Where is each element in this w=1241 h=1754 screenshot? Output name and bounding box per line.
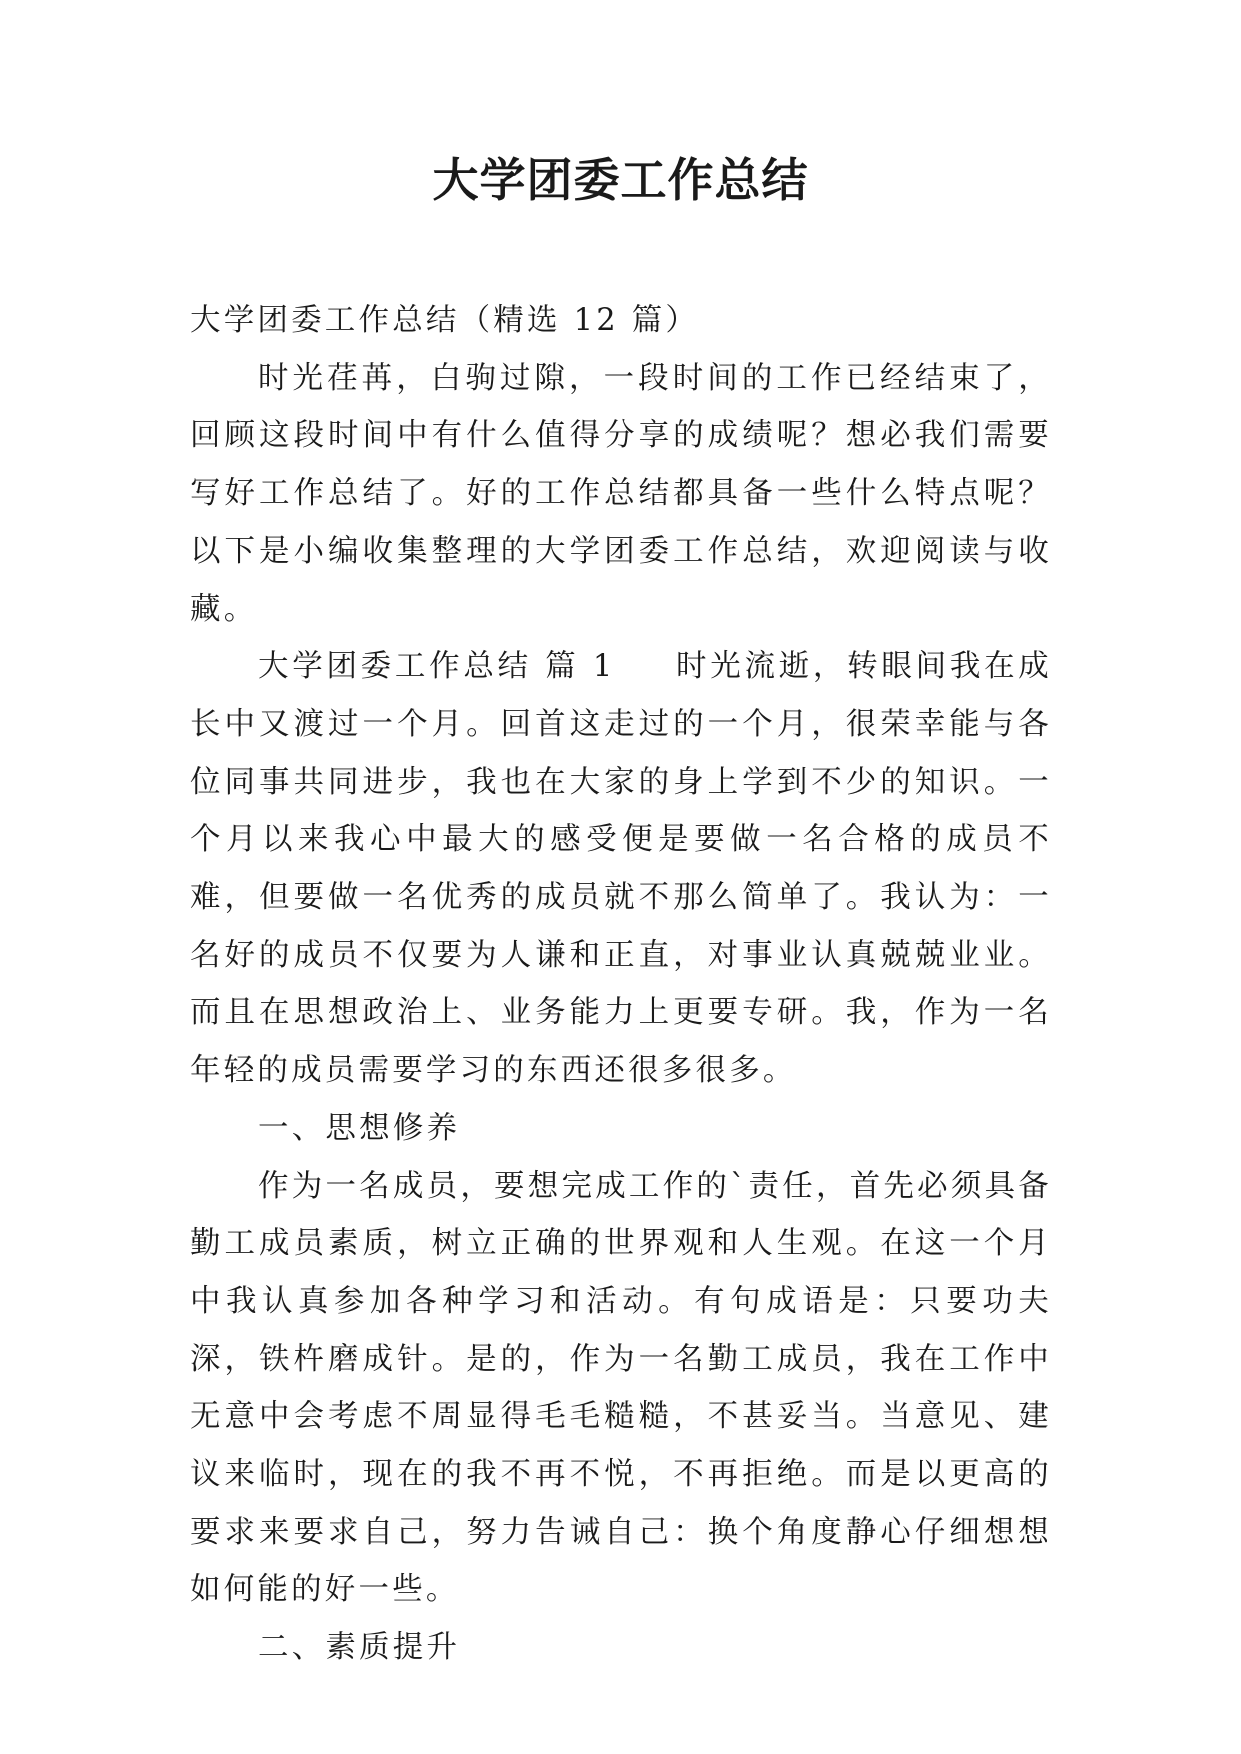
document-body	[190, 292, 1052, 1677]
document-title: 大学团委工作总结	[432, 153, 809, 207]
chapter-1-text: 时光流逝，转眼间我在成长中又渡过一个月。回首这走过的一个月，很荣幸能与各位同事共同进步，我也在大家的身上学到不少的知识。一个月以来我心中最大的感受便是要做一名合格的成员不难，但要做一名优秀的成员就不那么简单了。我认为：一名好的成员不仅要为人谦和正直，对事业认真兢兢业业。而且在思想政治上、业务能力上更要专研。我，作为一名年轻的成员需要学习的东西还很多很多。	[190, 649, 1052, 1089]
section-1-heading: 一、思想修养	[258, 1110, 461, 1146]
chapter-1-paragraph	[190, 638, 1052, 1100]
section-2-heading: 二、素质提升	[258, 1630, 461, 1666]
document-subtitle: 大学团委工作总结（精选 12 篇）	[190, 303, 700, 338]
section-1-paragraph: 作为一名成员，要想完成工作的`责任，首先必须具备勤工成员素质，树立正确的世界观和人生观。在这一个月中我认真参加各种学习和活动。有句成语是：只要功夫深，铁杵磨成针。是的，作为一名勤工成员，我在工作中无意中会考虑不周显得毛毛糙糙，不甚妥当。当意见、建议来临时，现在的我不再不悦，不再拒绝。而是以更高的要求来要求自己，努力告诫自己：换个角度静心仔细想想如何能的好一些。	[190, 1168, 1052, 1608]
chapter-1-label: 大学团委工作总结 篇 1	[258, 649, 616, 685]
intro-paragraph: 时光荏苒，白驹过隙，一段时间的工作已经结束了，回顾这段时间中有什么值得分享的成绩呢？想必我们需要写好工作总结了。好的工作总结都具备一些什么特点呢？以下是小编收集整理的大学团委工作总结，欢迎阅读与收藏。	[190, 360, 1052, 627]
